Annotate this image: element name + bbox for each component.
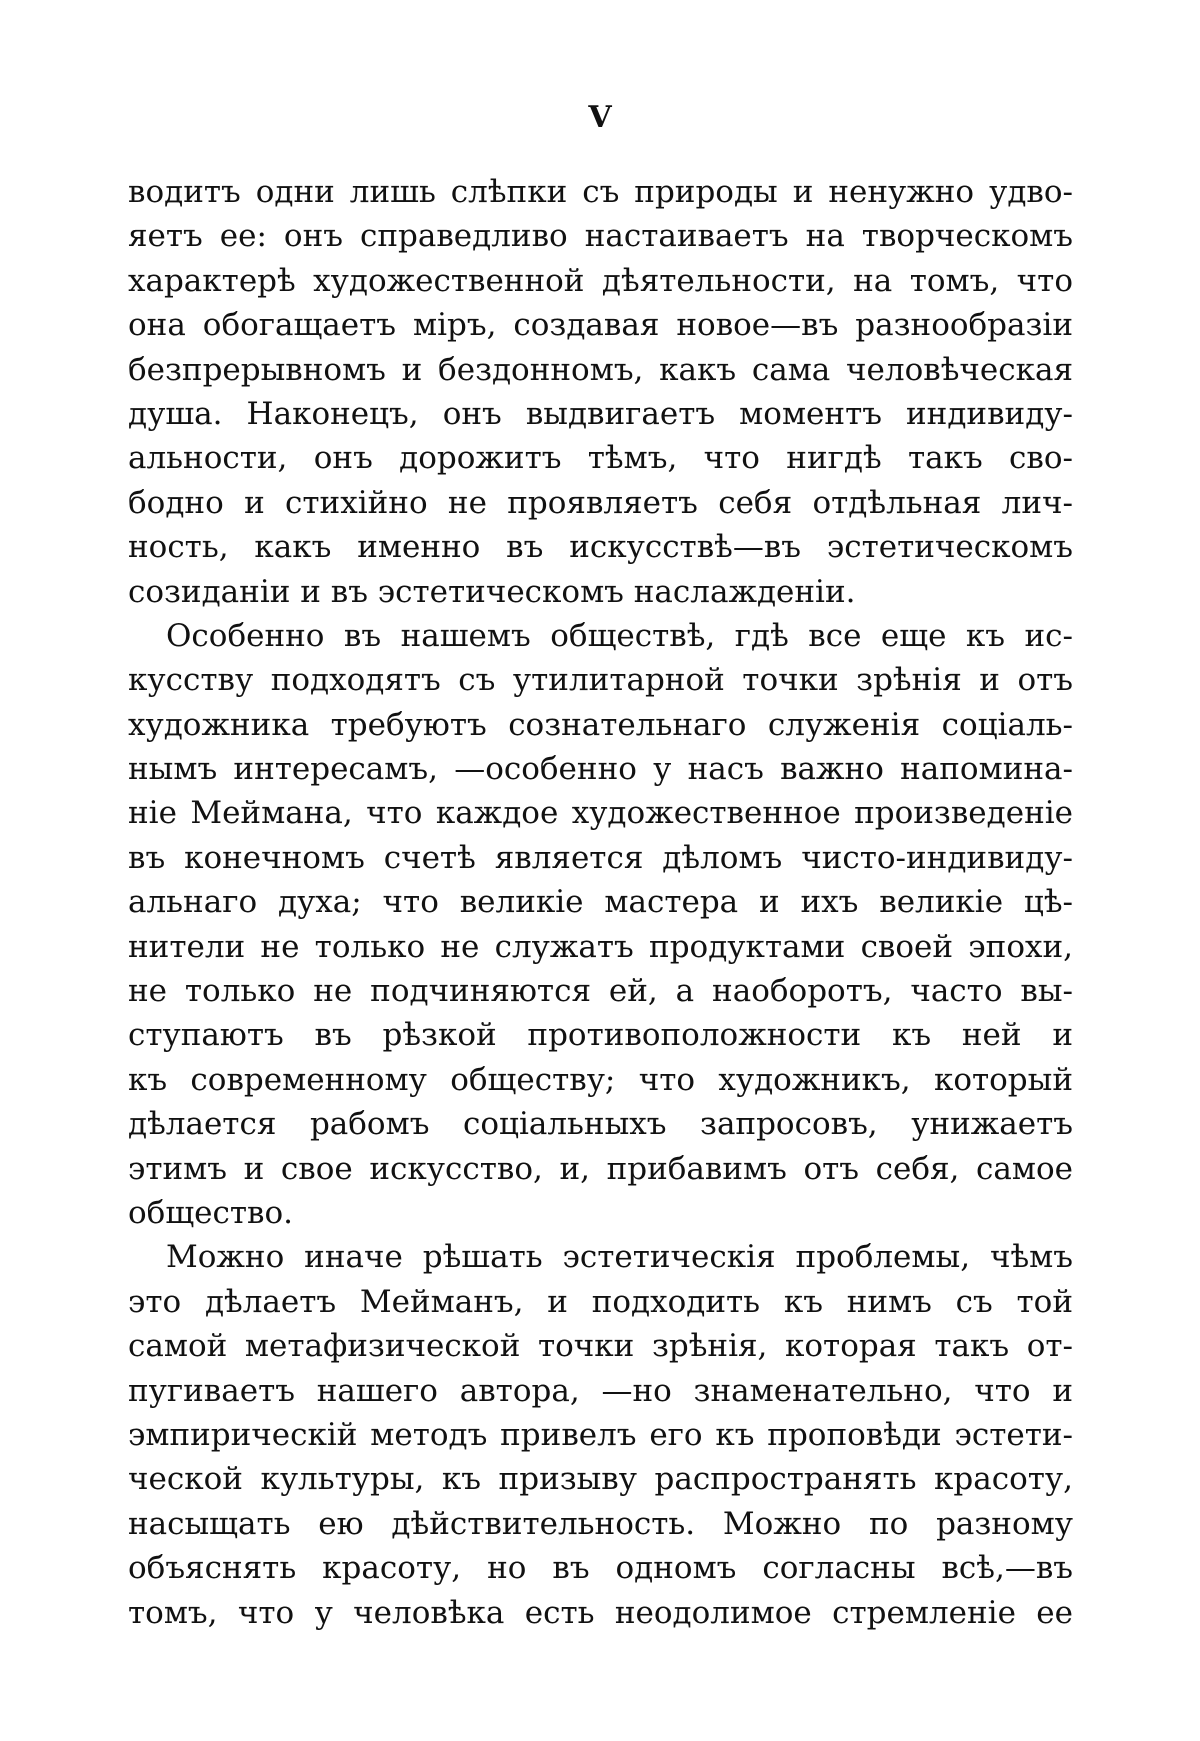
text-line: эмпирическій методъ привелъ его къ проповѣди эстети- bbox=[128, 1416, 1073, 1453]
text-line: яетъ ее: онъ справедливо настаиваетъ на творческомъ bbox=[128, 218, 1073, 255]
text-line: томъ, что у человѣка есть неодолимое стремленіе ее bbox=[128, 1594, 1073, 1631]
text-line: художника требуютъ сознательнаго служенія соціаль- bbox=[128, 706, 1073, 743]
text-line: самой метафизической точки зрѣнія, которая такъ от- bbox=[128, 1328, 1073, 1365]
text-line: нымъ интересамъ, —особенно у насъ важно напомина- bbox=[128, 751, 1073, 788]
text-line: общество. bbox=[128, 1194, 293, 1231]
paragraph-1 bbox=[128, 170, 1073, 614]
text-line: водитъ одни лишь слѣпки съ природы и ненужно удво- bbox=[128, 174, 1073, 210]
text-line: альности, онъ дорожитъ тѣмъ, что нигдѣ такъ сво- bbox=[128, 440, 1073, 477]
text-line: Особенно въ нашемъ обществѣ, гдѣ все еще къ ис- bbox=[166, 617, 1073, 654]
text-line: созиданіи и въ эстетическомъ наслажденіи. bbox=[128, 573, 856, 610]
paragraph-3 bbox=[128, 1235, 1073, 1635]
body-text bbox=[128, 170, 1073, 1635]
text-line: этимъ и свое искусство, и, прибавимъ отъ себя, самое bbox=[128, 1150, 1073, 1187]
text-line: альнаго духа; что великіе мастера и ихъ великіе цѣ- bbox=[128, 884, 1073, 921]
text-line: пугиваетъ нашего автора, —но знаменательно, что и bbox=[128, 1372, 1073, 1409]
text-line: это дѣлаетъ Мейманъ, и подходить къ нимъ съ той bbox=[128, 1283, 1073, 1320]
text-line: ческой культуры, къ призыву распространять красоту, bbox=[128, 1461, 1073, 1498]
text-line: дѣлается рабомъ соціальныхъ запросовъ, унижаетъ bbox=[128, 1106, 1073, 1143]
text-line: къ современному обществу; что художникъ, который bbox=[128, 1061, 1073, 1098]
text-line: бодно и стихійно не проявляетъ себя отдѣльная лич- bbox=[128, 484, 1073, 521]
page-number: V bbox=[588, 100, 612, 135]
text-line: Можно иначе рѣшать эстетическія проблемы, чѣмъ bbox=[166, 1239, 1073, 1276]
text-line: насыщать ею дѣйствительность. Можно по разному bbox=[128, 1505, 1073, 1542]
text-line: кусству подходятъ съ утилитарной точки зрѣнія и отъ bbox=[128, 662, 1073, 699]
text-line: нители не только не служатъ продуктами своей эпохи, bbox=[128, 928, 1073, 965]
text-line: ступаютъ въ рѣзкой противоположности къ ней и bbox=[128, 1017, 1073, 1054]
text-line: ніе Меймана, что каждое художественное произведеніе bbox=[128, 795, 1073, 832]
text-line: ность, какъ именно въ искусствѣ—въ эстетическомъ bbox=[128, 529, 1073, 566]
text-line: она обогащаетъ міръ, создавая новое—въ разнообразіи bbox=[128, 307, 1073, 344]
text-line: характерѣ художественной дѣятельности, на томъ, что bbox=[128, 262, 1073, 299]
paragraph-2 bbox=[128, 614, 1073, 1235]
text-line: въ конечномъ счетѣ является дѣломъ чисто-индивиду- bbox=[128, 839, 1073, 876]
text-line: не только не подчиняются ей, а наоборотъ, часто вы- bbox=[128, 973, 1073, 1010]
text-line: безпрерывномъ и бездонномъ, какъ сама человѣческая bbox=[128, 351, 1073, 388]
text-line: душа. Наконецъ, онъ выдвигаетъ моментъ индивиду- bbox=[128, 395, 1073, 432]
text-line: объяснять красоту, но въ одномъ согласны всѣ,—въ bbox=[128, 1550, 1073, 1587]
